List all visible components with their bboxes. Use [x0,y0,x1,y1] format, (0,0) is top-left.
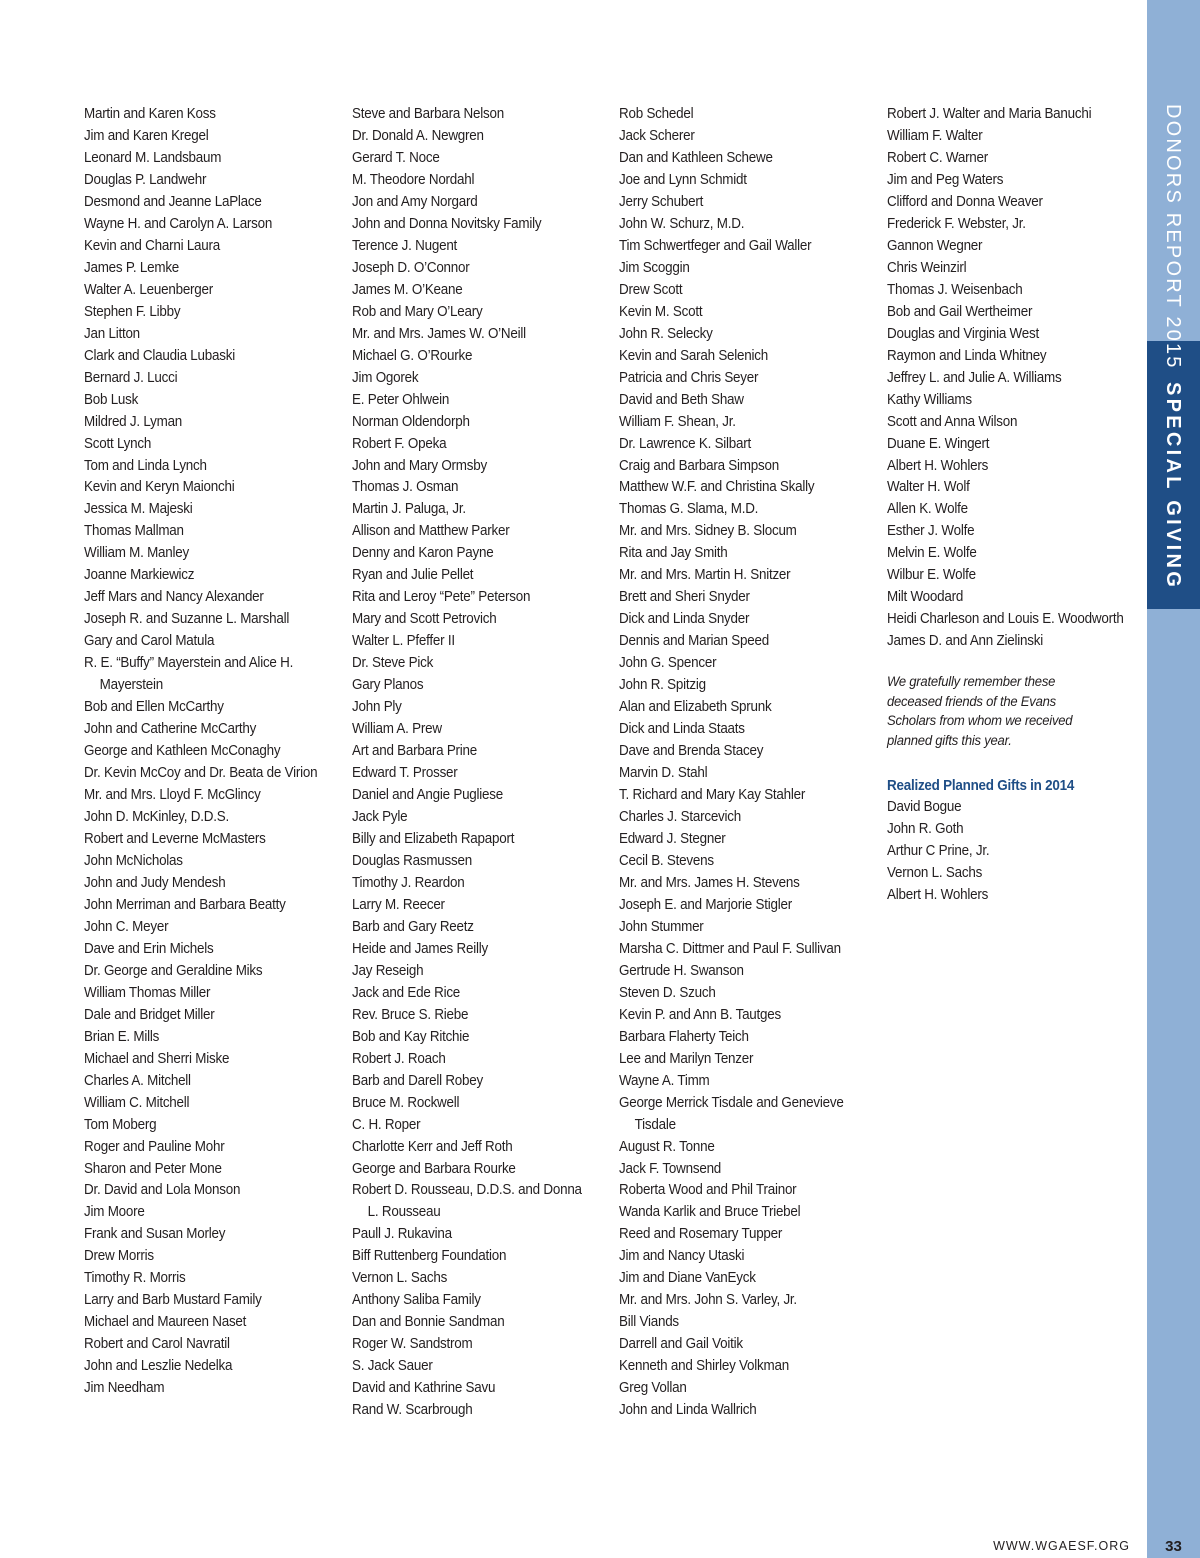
list-item: Leonard M. Landsbaum [84,149,222,166]
list-item: Cecil B. Stevens [619,852,714,869]
list-item: Martin and Karen Koss [84,106,216,122]
list-item: Kathy Williams [887,391,972,408]
list-item: James M. O’Keane [352,281,463,298]
list-item: Thomas G. Slama, M.D. [619,501,759,518]
list-item: Walter A. Leuenberger [84,281,214,298]
list-item: Steve and Barbara Nelson [352,106,504,122]
list-item: Jim Moore [84,1204,145,1221]
list-item: Robert and Carol Navratil [84,1336,230,1353]
list-item: John and Linda Wallrich [619,1402,757,1419]
list-item: John and Judy Mendesh [84,874,226,891]
list-item: Anthony Saliba Family [352,1292,481,1309]
page-number: 33 [1165,1538,1182,1555]
section-title: SPECIAL GIVING [1162,382,1184,591]
list-item: Melvin E. Wolfe [887,545,977,562]
list-item: Jim and Diane VanEyck [619,1270,756,1287]
list-item: Douglas P. Landwehr [84,171,207,188]
list-item: Wilbur E. Wolfe [887,567,976,584]
list-item: David and Beth Shaw [619,391,744,408]
list-item: Thomas J. Osman [352,479,459,496]
list-item: Larry M. Reecer [352,896,445,913]
list-item: Norman Oldendorph [352,413,470,430]
list-item: Robert and Leverne McMasters [84,830,266,847]
list-item: Jim and Karen Kregel [84,127,209,144]
list-item: Robert C. Warner [887,149,989,166]
list-item: Rita and Jay Smith [619,545,728,562]
list-item: Mr. and Mrs. Martin H. Snitzer [619,567,791,584]
list-item: Billy and Elizabeth Rapaport [352,830,515,847]
list-item: Timothy J. Reardon [352,874,465,891]
list-item: Duane E. Wingert [887,435,990,452]
list-item: Albert H. Wohlers [887,457,989,474]
list-item: M. Theodore Nordahl [352,171,475,188]
list-item: Paull J. Rukavina [352,1226,452,1243]
list-item: William C. Mitchell [84,1094,190,1111]
list-item: Bob Lusk [84,391,139,408]
list-item: Rand W. Scarbrough [352,1402,473,1419]
list-item: Edward T. Prosser [352,765,458,782]
list-item: Rob Schedel [619,106,694,122]
list-item: Joseph E. and Marjorie Stigler [619,896,792,913]
list-item: Gary and Carol Matula [84,633,215,650]
list-item: John Merriman and Barbara Beatty [84,896,286,913]
list-item: Mr. and Mrs. Lloyd F. McGlincy [84,787,261,804]
list-item: Mary and Scott Petrovich [352,611,497,628]
list-item: Jeff Mars and Nancy Alexander [84,589,264,606]
list-item: Ryan and Julie Pellet [352,567,474,584]
list-item: Tom Moberg [84,1116,157,1133]
list-item: Bill Viands [619,1314,679,1331]
list-item: Barbara Flaherty Teich [619,1028,749,1045]
list-item: Darrell and Gail Voitik [619,1336,743,1353]
list-item: Bernard J. Lucci [84,369,178,386]
list-item: Clark and Claudia Lubaski [84,347,235,364]
list-item: John C. Meyer [84,918,169,935]
list-item: Dr. Kevin McCoy and Dr. Beata de Virion [84,765,318,782]
list-item: R. E. “Buffy” Mayerstein and Alice H. Mayerstein [84,655,294,694]
list-item: Drew Morris [84,1248,154,1265]
list-item: Frank and Susan Morley [84,1226,226,1243]
footer-url: WWW.WGAESF.ORG [993,1539,1130,1553]
list-item: Heidi Charleson and Louis E. Woodworth [887,611,1124,628]
list-item: George and Barbara Rourke [352,1160,516,1177]
donor-column-3 [619,104,860,1422]
list-item: Dr. George and Geraldine Miks [84,962,263,979]
list-item: Terence J. Nugent [352,237,458,254]
list-item: Allison and Matthew Parker [352,523,510,540]
list-item: Douglas Rasmussen [352,852,472,869]
list-item: S. Jack Sauer [352,1358,433,1375]
donor-list [352,104,593,1422]
list-item: John and Donna Novitsky Family [352,215,542,232]
list-item: Desmond and Jeanne LaPlace [84,193,262,210]
list-item: Jack F. Townsend [619,1160,722,1177]
list-item: Jan Litton [84,325,140,342]
list-item: Bob and Gail Wertheimer [887,303,1033,320]
list-item: Marsha C. Dittmer and Paul F. Sullivan [619,940,841,957]
list-item: Vernon L. Sachs [352,1270,448,1287]
list-item: Craig and Barbara Simpson [619,457,779,474]
list-item: Matthew W.F. and Christina Skally [619,479,815,496]
list-item: Bob and Ellen McCarthy [84,699,224,716]
list-item: Wayne H. and Carolyn A. Larson [84,215,273,232]
list-item: Dan and Bonnie Sandman [352,1314,505,1331]
list-item: Charlotte Kerr and Jeff Roth [352,1138,513,1155]
list-item: Dick and Linda Staats [619,721,745,738]
list-item: Brian E. Mills [84,1028,160,1045]
donor-list [887,104,1128,653]
list-item: Raymon and Linda Whitney [887,347,1047,364]
list-item: Steven D. Szuch [619,984,716,1001]
list-item: Joanne Markiewicz [84,567,195,584]
list-item: Jon and Amy Norgard [352,193,478,210]
list-item: Art and Barbara Prine [352,743,478,760]
list-item: Sharon and Peter Mone [84,1160,222,1177]
list-item: William F. Walter [887,127,983,144]
list-item: George and Kathleen McConaghy [84,743,281,760]
list-item: Thomas Mallman [84,523,184,540]
list-item: Mr. and Mrs. John S. Varley, Jr. [619,1292,797,1309]
list-item: Jessica M. Majeski [84,501,193,518]
list-item: Michael G. O’Rourke [352,347,473,364]
list-item: Jay Reseigh [352,962,424,979]
list-item: Gerard T. Noce [352,149,440,166]
list-item: Edward J. Stegner [619,830,726,847]
list-item: John G. Spencer [619,655,717,672]
list-item: Robert F. Opeka [352,435,447,452]
list-item: Dennis and Marian Speed [619,633,769,650]
memorial-note: We gratefully remember these deceased friends of the Evans Scholars from whom we received planned gifts this year. [887,674,1073,749]
list-item: Gary Planos [352,677,424,694]
list-item: Jerry Schubert [619,193,704,210]
list-item: Greg Vollan [619,1380,687,1397]
list-item: Tim Schwertfeger and Gail Waller [619,237,812,254]
list-item: Kevin P. and Ann B. Tautges [619,1006,782,1023]
list-item: Michael and Maureen Naset [84,1314,247,1331]
list-item: Kevin M. Scott [619,303,703,320]
list-item: Dave and Erin Michels [84,940,214,957]
list-item: Bob and Kay Ritchie [352,1028,470,1045]
donor-list [84,104,325,1400]
list-item: E. Peter Ohlwein [352,391,450,408]
list-item: Heide and James Reilly [352,940,488,957]
list-item: Jim Scoggin [619,259,690,276]
list-item: Marvin D. Stahl [619,765,708,782]
list-item: John Ply [352,699,402,716]
list-item: John D. McKinley, D.D.S. [84,809,229,825]
list-item: William A. Prew [352,721,442,738]
list-item: Dr. David and Lola Monson [84,1182,241,1199]
list-item: John and Mary Ormsby [352,457,487,474]
list-item: Gannon Wegner [887,237,983,254]
list-item: Roger and Pauline Mohr [84,1138,225,1155]
list-item: Scott Lynch [84,435,152,452]
list-item: Milt Woodard [887,589,964,606]
list-item: Denny and Karon Payne [352,545,494,562]
list-item: Lee and Marilyn Tenzer [619,1050,754,1067]
list-item: Charles J. Starcevich [619,809,742,825]
list-item: Brett and Sheri Snyder [619,589,750,606]
list-item: Walter H. Wolf [887,479,970,496]
planned-gifts-heading: Realized Planned Gifts in 2014 [887,778,1075,795]
list-item: Dr. Steve Pick [352,655,434,672]
list-item: James D. and Ann Zielinski [887,633,1043,650]
donor-column-2 [352,104,593,1422]
list-item: Arthur C Prine, Jr. [887,843,990,860]
list-item: Bruce M. Rockwell [352,1094,460,1111]
list-item: Frederick F. Webster, Jr. [887,215,1026,232]
planned-gifts-list [887,797,1128,907]
list-item: Dr. Donald A. Newgren [352,127,484,144]
list-item: Gertrude H. Swanson [619,962,744,979]
list-item: Mildred J. Lyman [84,413,183,430]
list-item: Roger W. Sandstrom [352,1336,473,1353]
list-item: David and Kathrine Savu [352,1380,496,1397]
donor-column-4 [887,104,1128,907]
list-item: Stephen F. Libby [84,303,181,320]
list-item: William F. Shean, Jr. [619,413,736,430]
list-item: Dan and Kathleen Schewe [619,149,773,166]
list-item: Joseph R. and Suzanne L. Marshall [84,611,290,628]
list-item: William M. Manley [84,545,190,562]
list-item: Dr. Lawrence K. Silbart [619,435,752,452]
list-item: Kenneth and Shirley Volkman [619,1358,789,1375]
list-item: C. H. Roper [352,1116,421,1133]
list-item: Albert H. Wohlers [887,887,989,904]
list-item: Mr. and Mrs. Sidney B. Slocum [619,523,797,540]
list-item: Biff Ruttenberg Foundation [352,1248,507,1265]
list-item: Walter L. Pfeffer II [352,633,455,650]
list-item: Mr. and Mrs. James W. O’Neill [352,325,526,342]
list-item: John and Leszlie Nedelka [84,1358,233,1375]
list-item: Dale and Bridget Miller [84,1006,215,1023]
list-item: Joseph D. O’Connor [352,259,470,276]
list-item: Jack Pyle [352,809,408,825]
list-item: Roberta Wood and Phil Trainor [619,1182,797,1199]
list-item: Jim and Peg Waters [887,171,1004,188]
list-item: Jack Scherer [619,127,695,144]
list-item: Patricia and Chris Seyer [619,369,759,386]
list-item: Esther J. Wolfe [887,523,975,540]
donor-list [619,104,860,1422]
list-item: Vernon L. Sachs [887,865,983,882]
list-item: Kevin and Charni Laura [84,237,221,254]
list-item: David Bogue [887,799,962,816]
list-item: John Stummer [619,918,704,935]
list-item: Kevin and Sarah Selenich [619,347,768,364]
list-item: August R. Tonne [619,1138,715,1155]
list-item: John R. Selecky [619,325,713,342]
list-item: Alan and Elizabeth Sprunk [619,699,772,716]
list-item: John R. Goth [887,821,964,838]
list-item: Jim Ogorek [352,369,419,386]
list-item: Chris Weinzirl [887,259,967,276]
list-item: James P. Lemke [84,259,180,276]
list-item: Tom and Linda Lynch [84,457,207,474]
list-item: William Thomas Miller [84,984,211,1001]
list-item: Scott and Anna Wilson [887,413,1018,430]
list-item: Robert J. Walter and Maria Banuchi [887,106,1092,122]
list-item: George Merrick Tisdale and Genevieve Tisdale [619,1094,844,1133]
list-item: John and Catherine McCarthy [84,721,257,738]
list-item: Wanda Karlik and Bruce Triebel [619,1204,801,1221]
list-item: Rob and Mary O’Leary [352,303,483,320]
list-item: Robert D. Rousseau, D.D.S. and Donna L. Rousseau [352,1182,582,1221]
list-item: Mr. and Mrs. James H. Stevens [619,874,800,891]
list-item: Dave and Brenda Stacey [619,743,764,760]
list-item: Michael and Sherri Miske [84,1050,230,1067]
list-item: Jim and Nancy Utaski [619,1248,745,1265]
list-item: Daniel and Angie Pugliese [352,787,504,804]
list-item: Jeffrey L. and Julie A. Williams [887,369,1062,386]
list-item: Allen K. Wolfe [887,501,968,518]
report-title: DONORS REPORT 2015 [1162,104,1184,370]
list-item: Thomas J. Weisenbach [887,281,1023,298]
list-item: John McNicholas [84,852,183,869]
list-item: John R. Spitzig [619,677,706,694]
list-item: T. Richard and Mary Kay Stahler [619,787,806,804]
list-item: Barb and Gary Reetz [352,918,474,935]
list-item: Joe and Lynn Schmidt [619,171,747,188]
list-item: Robert J. Roach [352,1050,446,1067]
donor-column-1 [84,104,325,1400]
list-item: Jim Needham [84,1380,165,1397]
list-item: Clifford and Donna Weaver [887,193,1043,210]
list-item: Rev. Bruce S. Riebe [352,1006,469,1023]
list-item: John W. Schurz, M.D. [619,215,745,232]
list-item: Drew Scott [619,281,683,298]
list-item: Charles A. Mitchell [84,1072,191,1089]
list-item: Dick and Linda Snyder [619,611,750,628]
list-item: Barb and Darell Robey [352,1072,483,1089]
list-item: Wayne A. Timm [619,1072,710,1089]
list-item: Kevin and Keryn Maionchi [84,479,235,496]
list-item: Martin J. Paluga, Jr. [352,501,466,518]
list-item: Jack and Ede Rice [352,984,461,1001]
list-item: Douglas and Virginia West [887,325,1039,342]
list-item: Rita and Leroy “Pete” Peterson [352,589,531,606]
list-item: Larry and Barb Mustard Family [84,1292,262,1309]
list-item: Reed and Rosemary Tupper [619,1226,783,1243]
list-item: Timothy R. Morris [84,1270,186,1287]
